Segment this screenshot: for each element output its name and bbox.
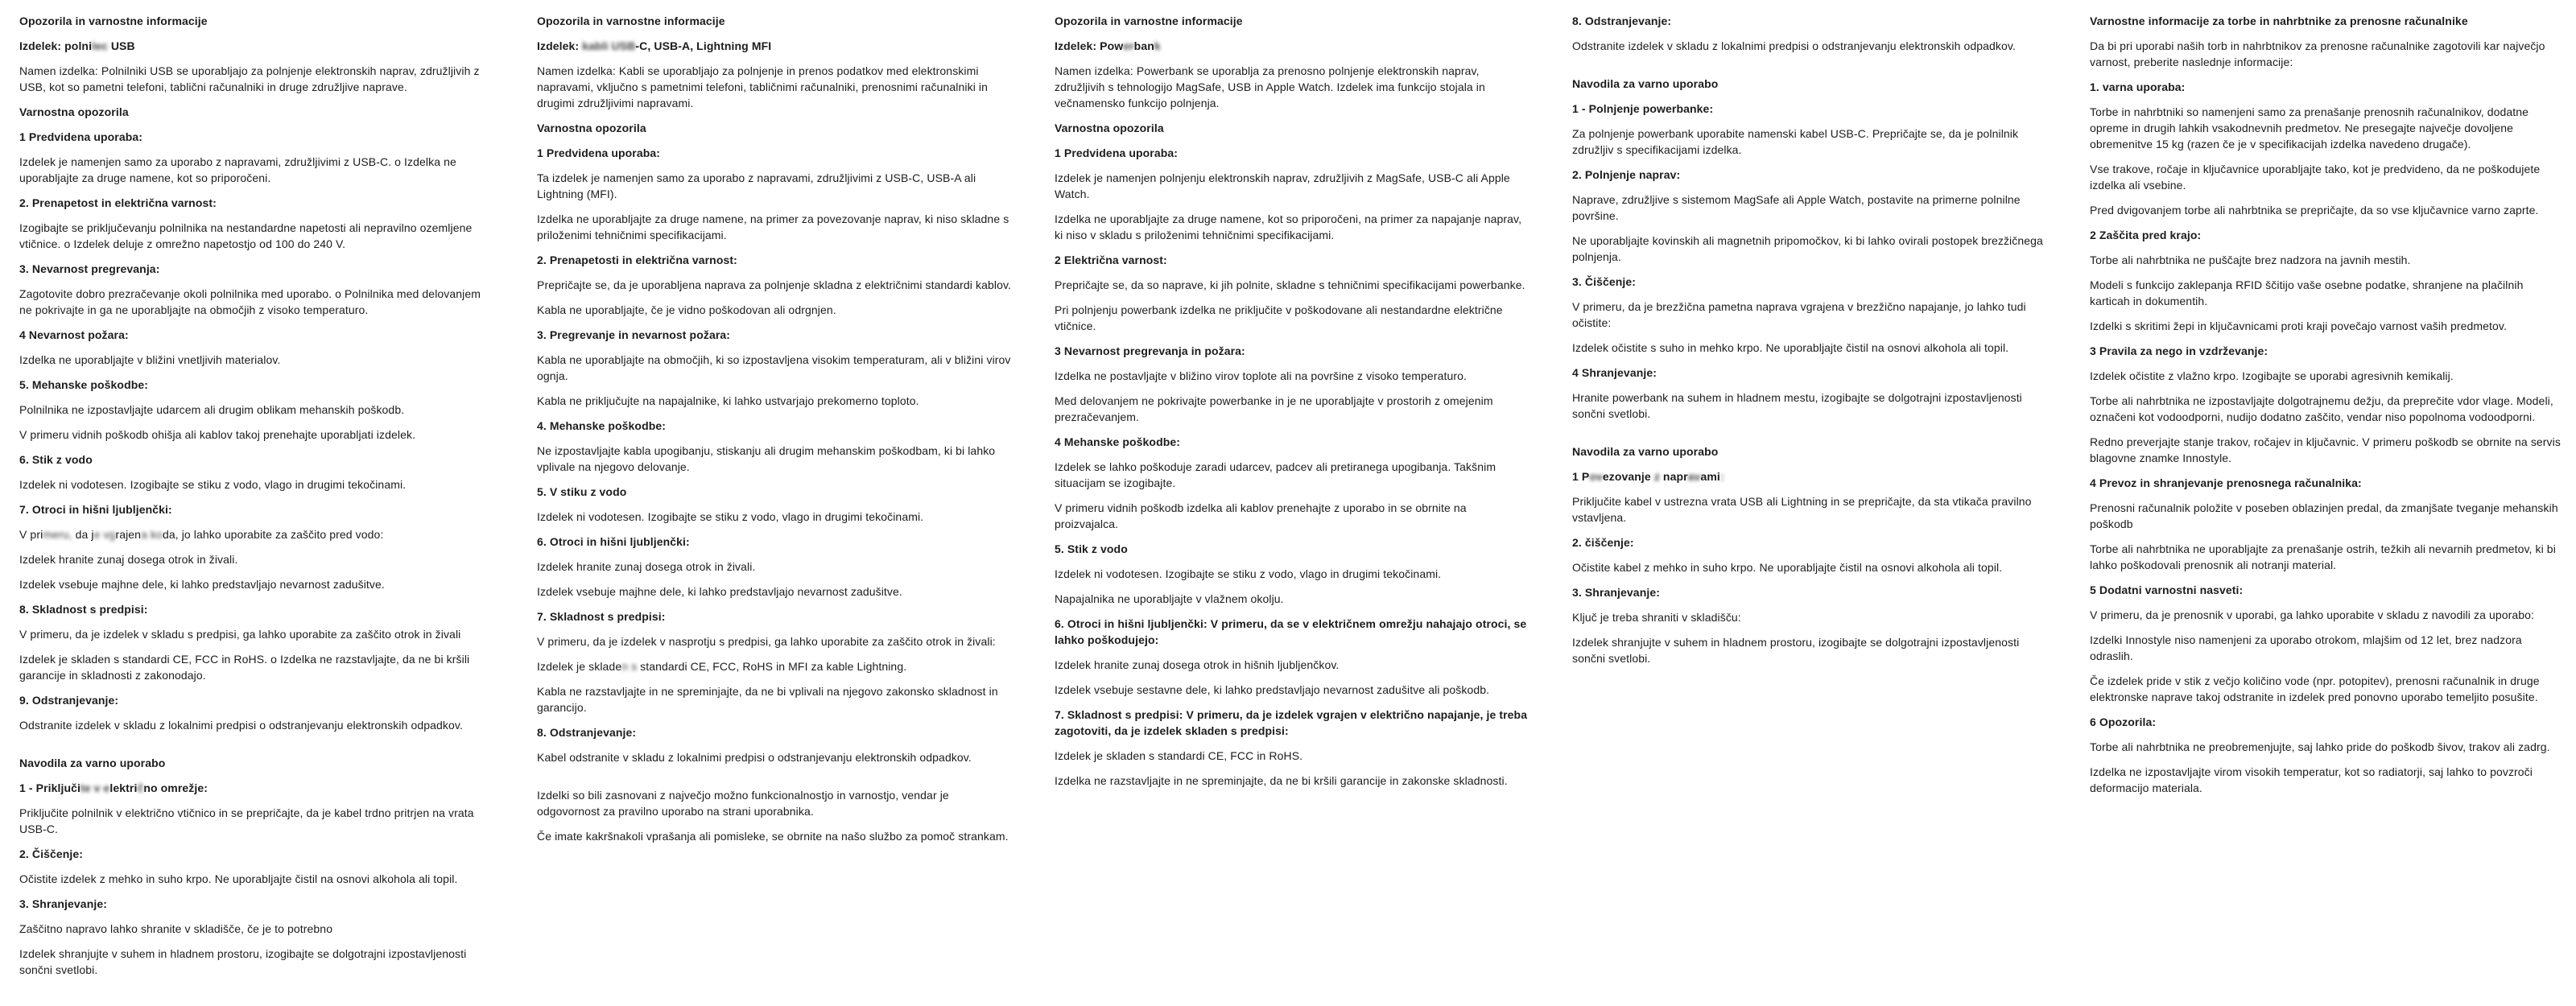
paragraph: Izogibajte se priključevanju polnilnika na nestandardne napetosti ali nepravilno ozemljene vtičnice. o Izdelek deluje z omrežno napetostjo od 100 do 240 V.	[19, 221, 473, 250]
section-heading: 3. Shranjevanje:	[1572, 586, 1660, 599]
paragraph: Priključite kabel v ustrezna vrata USB ali Lightning in se prepričajte, da sta vtikača pravilno vstavljena.	[1572, 495, 2032, 524]
paragraph: Torbe in nahrbtniki so namenjeni samo za prenašanje prenosnih računalnikov, dodatne opreme in drugih lahkih vsakodnevnih predmetov. Ne presegajte največje dovoljene obremenitve 15 kg (razen če je v specifikacijah izdelka navedeno drugače).	[2090, 105, 2529, 150]
paragraph: Očistite kabel z mehko in suho krpo. Ne uporabljajte čistil na osnovi alkohola ali topil.	[1572, 561, 2003, 574]
section-title: Opozorila in varnostne informacije	[537, 14, 725, 27]
column-3	[1055, 13, 1530, 798]
paragraph: Izdelek je namenjen samo za uporabo z napravami, združljivimi z USB-C. o Izdelka ne uporabljajte za druge namene, kot so priporočeni.	[19, 155, 456, 184]
text-segment: no omrežje:	[143, 781, 208, 794]
section-heading: 2. Prenapetost in električna varnost:	[19, 196, 217, 209]
section-heading: 6 Opozorila:	[2090, 715, 2157, 728]
section-title: Navodila za varno uporabo	[1572, 77, 1719, 90]
section-heading: 7. Skladnost s predpisi:	[537, 610, 666, 623]
blurred-text: av	[1687, 470, 1701, 483]
paragraph: Če izdelek pride v stik z večjo količino vode (npr. potopitev), prenosni računalnik in druge elektronske naprave takoj odstranite in izdelek pred ponovno uporabo temeljito posušite.	[2090, 674, 2540, 703]
blurred-text: z	[1653, 470, 1660, 483]
paragraph: Izdelka ne uporabljajte za druge namene, kot so priporočeni, na primer za napajanje naprav, ki niso v skladu s priloženimi tehničnimi specifikacijami.	[1055, 212, 1522, 241]
paragraph: Če imate kakršnakoli vprašanja ali pomisleke, se obrnite na našo službo za pomoč strankam.	[537, 830, 1009, 843]
paragraph: Kabla ne uporabljajte, če je vidno poškodovan ali odrgnjen.	[537, 303, 836, 316]
text-segment: Izdelek: polni	[19, 39, 93, 52]
text-segment: standardi CE, FCC, RoHS in MFI za kable Lightning.	[640, 660, 907, 673]
text-segment: Izdelek: Pow	[1055, 39, 1124, 52]
paragraph: Odstranite izdelek v skladu z lokalnimi predpisi o odstranjevanju elektronskih odpadkov.	[19, 719, 463, 732]
text-segment: -C, USB-A, Lightning MFI	[635, 39, 772, 52]
section-heading: 3. Pregrevanje in nevarnost požara:	[537, 328, 731, 341]
section-title: Opozorila in varnostne informacije	[19, 14, 208, 27]
paragraph: Namen izdelka: Powerbank se uporablja za prenosno polnjenje elektronskih naprav, združljivih s tehnologijo MagSafe, USB in Apple Watch. Izdelek ima funkcijo stojala in večnamensko funkcijo polnjenja.	[1055, 64, 1485, 109]
paragraph: Kabla ne priključujte na napajalnike, ki lahko ustvarjajo prekomerno toploto.	[537, 394, 919, 407]
paragraph: Namen izdelka: Polnilniki USB se uporabljajo za polnjenje elektronskih naprav, združljivih z USB, kot so pametni telefoni, tablični računalniki in druge združljive naprave.	[19, 64, 480, 93]
section-heading: 4 Mehanske poškodbe:	[1055, 435, 1181, 448]
section-heading: 2. Čiščenje:	[19, 847, 84, 860]
blurred-text: ov	[1589, 470, 1603, 483]
paragraph: Izdelek hranite zunaj dosega otrok in hišnih ljubljenčkov.	[1055, 658, 1340, 671]
section-title: Navodila za varno uporabo	[1572, 445, 1719, 458]
section-title	[19, 38, 494, 54]
paragraph: Izdelek je skladen s standardi CE, FCC in RoHS. o Izdelka ne razstavljajte, da ne bi kršili garancije in skladnosti z zakonodajo.	[19, 653, 470, 682]
paragraph: Izdelek se lahko poškoduje zaradi udarcev, padcev ali pretiranega upogibanja. Takšnim situacijam se izogibajte.	[1055, 460, 1496, 489]
paragraph: Namen izdelka: Kabli se uporabljajo za polnjenje in prenos podatkov med elektronskimi napravami, vključno s pametnimi telefoni, tabličnimi računalniki, prenosnimi računalniki in drugimi združljivimi napravami.	[537, 64, 989, 109]
section-heading: 4 Nevarnost požara:	[19, 328, 129, 341]
section-spacer	[19, 742, 494, 755]
section-heading: 8. Odstranjevanje:	[1572, 14, 1672, 27]
paragraph: Odstranite izdelek v skladu z lokalnimi predpisi o odstranjevanju elektronskih odpadkov.	[1572, 39, 2016, 52]
paragraph: Torbe ali nahrbtnika ne izpostavljajte dolgotrajnemu dežju, da preprečite vdor vlage. Modeli, označeni kot vodoodporni, nudijo dodatno zaščito, vendar niso popolnoma vodoodporni.	[2090, 394, 2553, 423]
text-segment: napr	[1659, 470, 1688, 483]
section-title	[1055, 38, 1530, 54]
section-heading: 6. Otroci in hišni ljubljenčki:	[537, 535, 690, 548]
blurred-text: k	[1154, 39, 1161, 52]
text-segment: ezovanje	[1602, 470, 1654, 483]
section-heading: 6. Stik z vodo	[19, 453, 93, 466]
section-heading: 3 Pravila za nego in vzdrževanje:	[2090, 344, 2268, 357]
paragraph: Izdelek vsebuje sestavne dele, ki lahko predstavljajo nevarnost zadušitve ali poškodb.	[1055, 683, 1490, 696]
text-segment: da, jo lahko uporabite za zaščito pred vodo:	[162, 528, 384, 541]
paragraph: Izdelek je namenjen polnjenju elektronskih naprav, združljivih z MagSafe, USB-C ali Apple Watch.	[1055, 171, 1510, 200]
text-segment: 1 P	[1572, 470, 1590, 483]
paragraph: Med delovanjem ne pokrivajte powerbanke in je ne uporabljajte v prostorih z omejenim prezračevanjem.	[1055, 394, 1493, 423]
text-segment: Izdelek:	[537, 39, 583, 52]
section-title: Navodila za varno uporabo	[19, 757, 166, 769]
paragraph: Ključ je treba shraniti v skladišču:	[1572, 611, 1741, 624]
paragraph: Zaščitno napravo lahko shranite v skladišče, če je to potrebno	[19, 922, 333, 935]
section-heading: 4. Mehanske poškodbe:	[537, 419, 667, 432]
section-heading: 4 Prevoz in shranjevanje prenosnega računalnika:	[2090, 476, 2362, 489]
section-title: Varnostna opozorila	[537, 122, 646, 134]
column-4	[1572, 13, 2047, 675]
paragraph: Naprave, združljive s sistemom MagSafe ali Apple Watch, postavite na primerne polnilne površine.	[1572, 193, 2021, 222]
paragraph: Izdelek očistite s suho in mehko krpo. Ne uporabljajte čistil na osnovi alkohola ali topil.	[1572, 341, 2009, 354]
blurred-text: :	[1719, 470, 1724, 483]
blurred-text: e vg	[93, 528, 116, 541]
column-5	[2090, 13, 2565, 805]
paragraph: Kabel odstranite v skladu z lokalnimi predpisi o odstranjevanju elektronskih odpadkov.	[537, 751, 972, 764]
section-heading: 2. Polnjenje naprav:	[1572, 168, 1681, 181]
paragraph: Izdelek je skladen s standardi CE, FCC in RoHS.	[1055, 749, 1303, 762]
paragraph: Priključite polnilnik v električno vtičnico in se prepričajte, da je kabel trdno pritrjen na vrata USB-C.	[19, 806, 474, 835]
blurred-text: meru,	[43, 528, 72, 541]
section-heading: 8. Odstranjevanje:	[537, 726, 637, 739]
text-segment: V pri	[19, 528, 43, 541]
section-heading: 1 Predvidena uporaba:	[537, 146, 661, 159]
section-heading: 8. Skladnost s predpisi:	[19, 603, 148, 616]
text-segment: rajen	[115, 528, 142, 541]
paragraph: Izdelka ne uporabljajte za druge namene, na primer za povezovanje naprav, ki niso skladne s priloženimi tehničnimi specifikacijami.	[537, 212, 1009, 241]
section-title: Varnostne informacije za torbe in nahrbtnike za prenosne računalnike	[2090, 14, 2468, 27]
section-heading: 3. Shranjevanje:	[19, 897, 107, 910]
section-heading: 5 Dodatni varnostni nasveti:	[2090, 583, 2244, 596]
paragraph: Ta izdelek je namenjen samo za uporabo z napravami, združljivimi z USB-C, USB-A ali Lightning (MFI).	[537, 171, 976, 200]
section-heading: 5. Stik z vodo	[1055, 542, 1128, 555]
section-heading: 3. Čiščenje:	[1572, 275, 1637, 288]
column-1	[19, 13, 494, 987]
paragraph: Izdelka ne postavljajte v bližino virov toplote ali na površine z visoko temperaturo.	[1055, 369, 1467, 382]
blurred-text: n s	[621, 660, 641, 673]
paragraph: Ne izpostavljajte kabla upogibanju, stiskanju ali drugim mehanskim poškodbam, ki bi lahko vplivale na njegovo delovanje.	[537, 444, 996, 473]
column-2	[537, 13, 1012, 853]
paragraph: Izdelek hranite zunaj dosega otrok in živali.	[537, 560, 756, 573]
section-heading: 1 Predvidena uporaba:	[19, 130, 143, 143]
paragraph: Zagotovite dobro prezračevanje okoli polnilnika med uporabo. o Polnilnika med delovanjem ne pokrivajte in ga ne uporabljajte na območjih z visoko temperaturo.	[19, 287, 481, 316]
paragraph: Izdelek shranjujte v suhem in hladnem prostoru, izogibajte se dolgotrajni izpostavljenosti sončni svetlobi.	[19, 947, 467, 976]
paragraph: Modeli s funkcijo zaklepanja RFID ščitijo vaše osebne podatke, shranjene na plačilnih karticah in dokumentih.	[2090, 278, 2524, 307]
paragraph: V primeru vidnih poškodb izdelka ali kablov prenehajte z uporabo in se obrnite na proizvajalca.	[1055, 501, 1467, 530]
paragraph	[19, 526, 494, 542]
text-segment: Izdelek je sklade	[537, 660, 622, 673]
paragraph: Napajalnika ne uporabljajte v vlažnem okolju.	[1055, 592, 1284, 605]
paragraph: Prenosni računalnik položite v poseben oblazinjen predal, da zmanjšate tveganje mehanskih poškodb	[2090, 501, 2558, 530]
text-segment: ami	[1700, 470, 1720, 483]
section-spacer	[1572, 431, 2047, 443]
paragraph: Izdelki s skritimi žepi in ključavnicami proti kraji povečajo varnost vaših predmetov.	[2090, 320, 2507, 332]
paragraph: Torbe ali nahrbtnika ne uporabljajte za prenašanje ostrih, težkih ali nevarnih predmetov, ki bi lahko poškodovali prenosnik ali notranji material.	[2090, 542, 2556, 571]
section-heading: 6. Otroci in hišni ljubljenčki: V primeru, da se v električnem omrežju nahajajo otroci, se lahko poškodujejo:	[1055, 617, 1527, 646]
paragraph: Izdelek shranjujte v suhem in hladnem prostoru, izogibajte se dolgotrajni izpostavljenosti sončni svetlobi.	[1572, 636, 2020, 665]
section-heading	[19, 780, 494, 796]
blurred-text: te v e	[80, 781, 110, 794]
section-title	[537, 38, 1012, 54]
paragraph: Izdelek ni vodotesen. Izogibajte se stiku z vodo, vlago in drugimi tekočinami.	[1055, 567, 1442, 580]
section-title: Varnostna opozorila	[1055, 122, 1164, 134]
section-heading: 2 Zaščita pred krajo:	[2090, 229, 2202, 241]
paragraph: Torbe ali nahrbtnika ne preobremenjujte, saj lahko pride do poškodb šivov, trakov ali zadrg.	[2090, 740, 2550, 753]
blurred-text: kabli USB	[582, 39, 636, 52]
blurred-text: lec	[92, 39, 108, 52]
paragraph: V primeru, da je izdelek v nasprotju s predpisi, ga lahko uporabite za zaščito otrok in živali:	[537, 635, 996, 648]
section-spacer	[1572, 63, 2047, 76]
blurred-text: č	[137, 781, 144, 794]
section-heading: 3 Nevarnost pregrevanja in požara:	[1055, 344, 1245, 357]
paragraph: Izdelka ne razstavljajte in ne spreminjajte, da ne bi kršili garancije in zakonske skladnosti.	[1055, 774, 1508, 787]
paragraph: Izdelek očistite z vlažno krpo. Izogibajte se uporabi agresivnih kemikalij.	[2090, 369, 2454, 382]
paragraph: Vse trakove, ročaje in ključavnice uporabljajte tako, kot je predvideno, da ne poškodujete izdelka ali vsebine.	[2090, 163, 2541, 192]
section-heading: 7. Skladnost s predpisi: V primeru, da je izdelek vgrajen v električno napajanje, je treba zagotoviti, da je izdelek skladen s predpisi:	[1055, 708, 1528, 737]
paragraph: Za polnjenje powerbank uporabite namenski kabel USB-C. Prepričajte se, da je polnilnik združljiv s specifikacijami izdelka.	[1572, 127, 2019, 156]
section-heading: 2. Prenapetosti in električna varnost:	[537, 254, 737, 266]
section-title: Varnostna opozorila	[19, 105, 129, 118]
paragraph: Izdelki Innostyle niso namenjeni za uporabo otrokom, mlajšim od 12 let, brez nadzora odraslih.	[2090, 633, 2522, 662]
paragraph: Prepričajte se, da so naprave, ki jih polnite, skladne s tehničnimi specifikacijami powerbanke.	[1055, 278, 1525, 291]
section-heading: 2. čiščenje:	[1572, 536, 1634, 549]
section-title: Opozorila in varnostne informacije	[1055, 14, 1243, 27]
paragraph: Izdelek ni vodotesen. Izogibajte se stiku z vodo, vlago in drugimi tekočinami.	[537, 510, 924, 523]
paragraph: Izdelki so bili zasnovani z največjo možno funkcionalnostjo in varnostjo, vendar je odgovornost za pravilno uporabo na strani uporabnika.	[537, 789, 949, 818]
paragraph: Da bi pri uporabi naših torb in nahrbtnikov za prenosne računalnike zagotovili kar največjo varnost, preberite naslednje informacije:	[2090, 39, 2545, 68]
paragraph: Torbe ali nahrbtnika ne puščajte brez nadzora na javnih mestih.	[2090, 254, 2411, 266]
paragraph: Izdelek vsebuje majhne dele, ki lahko predstavljajo nevarnost zadušitve.	[537, 585, 902, 598]
section-spacer	[537, 774, 1012, 787]
paragraph: V primeru, da je brezžična pametna naprava vgrajena v brezžično napajanje, jo lahko tudi očistite:	[1572, 300, 2026, 329]
paragraph: V primeru vidnih poškodb ohišja ali kablov takoj prenehajte uporabljati izdelek.	[19, 428, 416, 441]
paragraph: Redno preverjajte stanje trakov, ročajev in ključavnic. V primeru poškodb se obrnite na servis blagovne znamke Innostyle.	[2090, 435, 2561, 464]
paragraph: Izdelek ni vodotesen. Izogibajte se stiku z vodo, vlago in drugimi tekočinami.	[19, 478, 407, 491]
text-segment: ban	[1133, 39, 1154, 52]
section-heading: 3. Nevarnost pregrevanja:	[19, 262, 160, 275]
section-heading: 7. Otroci in hišni ljubljenčki:	[19, 503, 172, 516]
blurred-text: a ko	[141, 528, 163, 541]
text-segment: 1 - Priključi	[19, 781, 80, 794]
section-heading: 4 Shranjevanje:	[1572, 366, 1657, 379]
paragraph: Kabla ne razstavljajte in ne spreminjajte, da ne bi vplivali na njegovo zakonsko skladnost in garancijo.	[537, 685, 998, 714]
paragraph: Prepričajte se, da je uporabljena naprava za polnjenje skladna z električnimi standardi kablov.	[537, 278, 1012, 291]
paragraph: Hranite powerbank na suhem in hladnem mestu, izogibajte se dolgotrajni izpostavljenosti sončni svetlobi.	[1572, 391, 2022, 420]
paragraph: V primeru, da je izdelek v skladu s predpisi, ga lahko uporabite za zaščito otrok in živali	[19, 628, 461, 641]
paragraph: Izdelka ne uporabljajte v bližini vnetljivih materialov.	[19, 353, 281, 366]
section-heading: 2 Električna varnost:	[1055, 254, 1167, 266]
paragraph: Kabla ne uporabljajte na območjih, ki so izpostavljena visokim temperaturam, ali v bližini virov ognja.	[537, 353, 1011, 382]
paragraph: V primeru, da je prenosnik v uporabi, ga lahko uporabite v skladu z navodili za uporabo:	[2090, 608, 2535, 621]
paragraph	[537, 658, 1012, 674]
blurred-text: er	[1123, 39, 1134, 52]
text-segment: da j	[72, 528, 94, 541]
section-heading: 1. varna uporaba:	[2090, 80, 2186, 93]
section-heading	[1572, 468, 2047, 484]
paragraph: Ne uporabljajte kovinskih ali magnetnih pripomočkov, ki bi lahko ovirali postopek brezžičnega polnjenja.	[1572, 234, 2043, 263]
paragraph: Izdelek vsebuje majhne dele, ki lahko predstavljajo nevarnost zadušitve.	[19, 578, 385, 591]
paragraph: Pri polnjenju powerbank izdelka ne priključite v poškodovane ali nestandardne električne vtičnice.	[1055, 303, 1503, 332]
paragraph: Pred dvigovanjem torbe ali nahrbtnika se prepričajte, da so vse ključavnice varno zaprte.	[2090, 204, 2539, 216]
text-segment: lektri	[109, 781, 138, 794]
text-segment: USB	[107, 39, 135, 52]
paragraph: Izdelka ne izpostavljajte virom visokih temperatur, kot so radiatorji, saj lahko to povzroči deformacijo materiala.	[2090, 765, 2533, 794]
paragraph: Očistite izdelek z mehko in suho krpo. Ne uporabljajte čistil na osnovi alkohola ali topil.	[19, 872, 458, 885]
section-heading: 1 - Polnjenje powerbanke:	[1572, 102, 1714, 115]
paragraph: Polnilnika ne izpostavljajte udarcem ali drugim oblikam mehanskih poškodb.	[19, 403, 405, 416]
paragraph: Izdelek hranite zunaj dosega otrok in živali.	[19, 553, 238, 566]
section-heading: 9. Odstranjevanje:	[19, 694, 119, 707]
section-heading: 5. Mehanske poškodbe:	[19, 378, 149, 391]
section-heading: 5. V stiku z vodo	[537, 485, 627, 498]
section-heading: 1 Predvidena uporaba:	[1055, 146, 1179, 159]
